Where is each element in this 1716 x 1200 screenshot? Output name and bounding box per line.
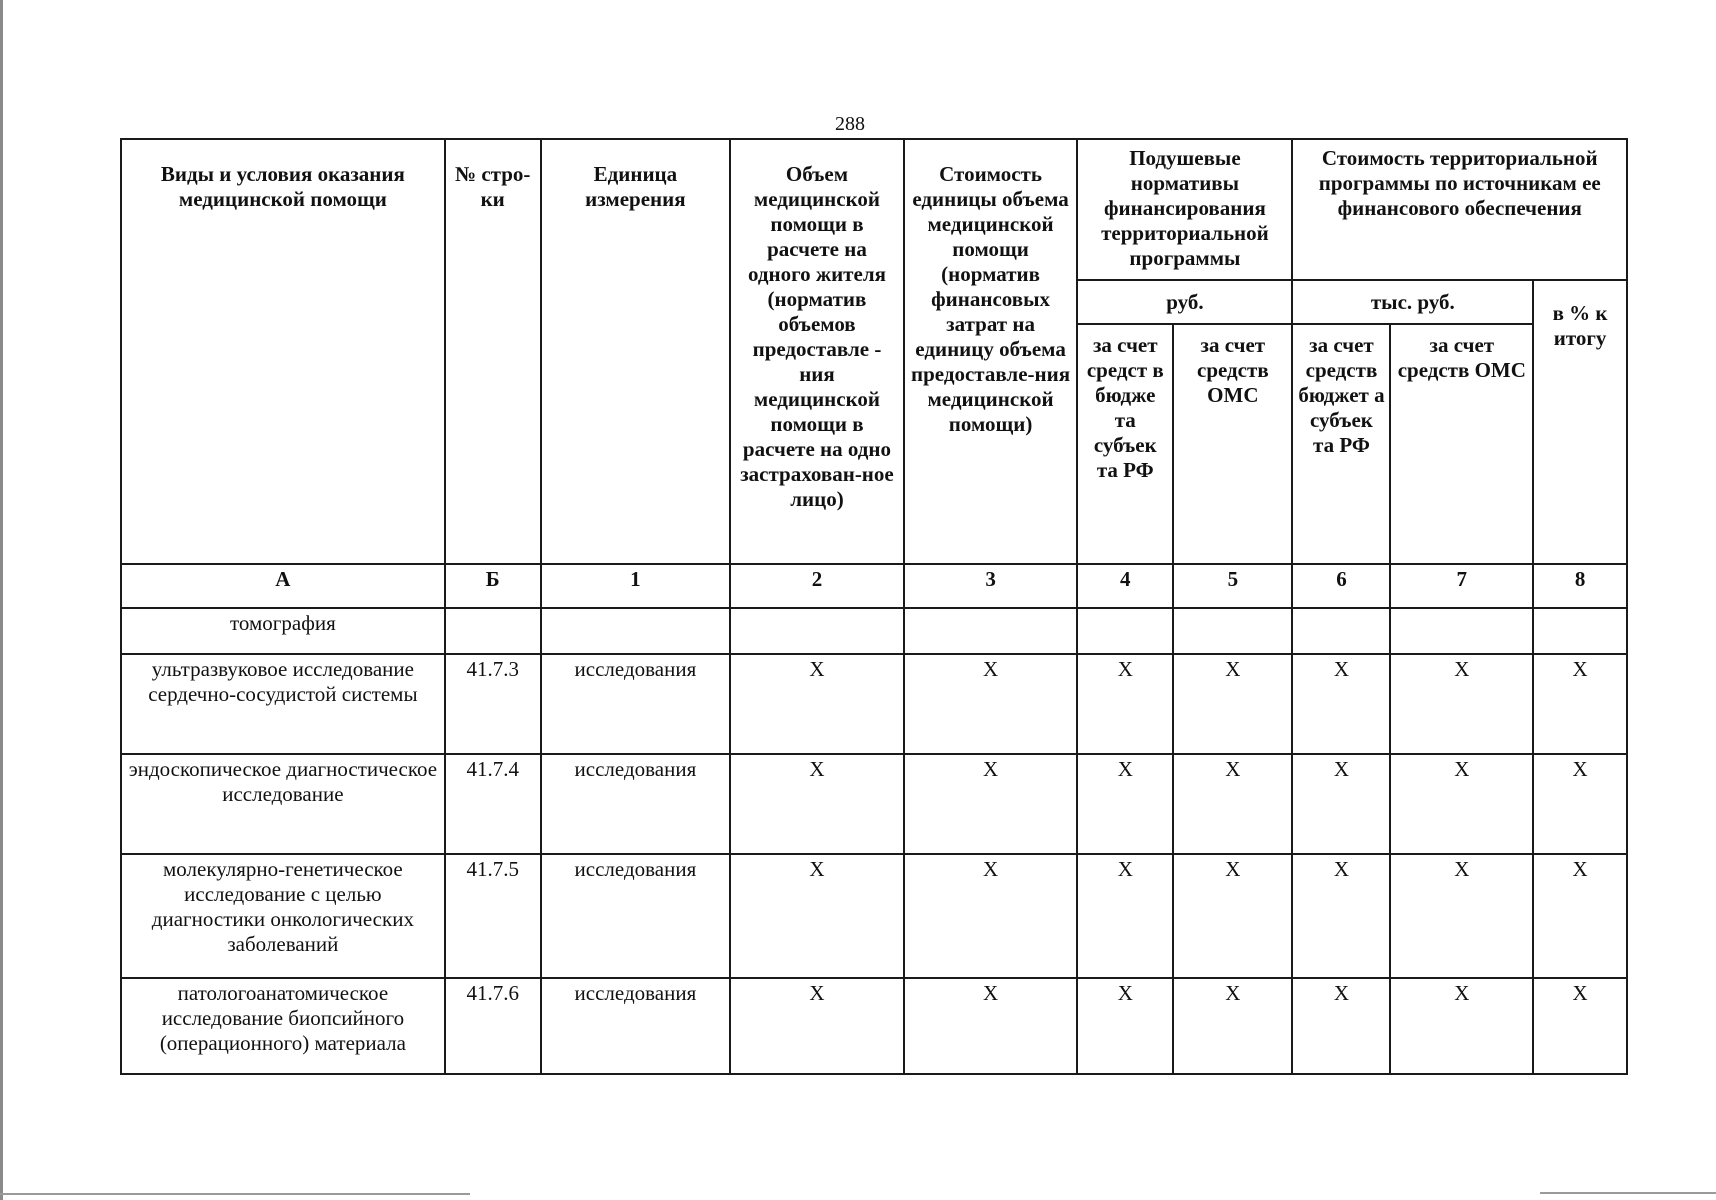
table-row — [121, 978, 1627, 1074]
row-name: ультразвуковое исследование сердечно-сосудистой системы — [121, 654, 445, 754]
page-number: 288 — [835, 113, 865, 135]
row-value-4: Х — [1077, 654, 1173, 754]
row-value-4: Х — [1077, 854, 1173, 978]
row-value-4: Х — [1077, 978, 1173, 1074]
header-unit-thousand-rub: тыс. руб. — [1292, 280, 1533, 324]
header-percent-total: в % к итогу — [1533, 280, 1627, 564]
financing-table — [120, 138, 1628, 1075]
header-line-number: № стро-ки — [445, 139, 541, 564]
row-value-3: Х — [904, 854, 1078, 978]
header-cost-budget: за счет средств бюджет а субъек та РФ — [1292, 324, 1390, 564]
header-unit-cost: Стоимость единицы объема медицинской помощи (норматив финансовых затрат на единицу объема предоставле-ния медицинской помощи) — [904, 139, 1078, 564]
table-cell-empty — [1173, 608, 1292, 654]
table-cell-empty — [1077, 608, 1173, 654]
column-number-8: 8 — [1533, 564, 1627, 608]
table-row-category — [121, 608, 1627, 654]
column-number-4: 4 — [1077, 564, 1173, 608]
row-value-7: Х — [1390, 854, 1533, 978]
column-number-6: 6 — [1292, 564, 1390, 608]
row-value-6: Х — [1292, 978, 1390, 1074]
row-unit: исследования — [541, 978, 731, 1074]
row-value-8: Х — [1533, 654, 1627, 754]
row-line-number: 41.7.6 — [445, 978, 541, 1074]
row-value-5: Х — [1173, 978, 1292, 1074]
row-value-5: Х — [1173, 654, 1292, 754]
table-row — [121, 654, 1627, 754]
row-value-5: Х — [1173, 854, 1292, 978]
header-program-cost-group: Стоимость территориальной программы по источникам ее финансового обеспечения — [1292, 139, 1627, 280]
row-value-6: Х — [1292, 654, 1390, 754]
row-line-number: 41.7.3 — [445, 654, 541, 754]
table-row — [121, 754, 1627, 854]
header-unit-rub: руб. — [1077, 280, 1292, 324]
header-unit: Единица измерения — [541, 139, 731, 564]
row-value-8: Х — [1533, 854, 1627, 978]
row-unit: исследования — [541, 854, 731, 978]
column-number-1: 1 — [541, 564, 731, 608]
row-value-6: Х — [1292, 754, 1390, 854]
table-row — [121, 854, 1627, 978]
row-value-6: Х — [1292, 854, 1390, 978]
header-type-of-care: Виды и условия оказания медицинской помощи — [121, 139, 445, 564]
row-value-2: Х — [730, 654, 904, 754]
row-name: эндоскопическое диагностическое исследование — [121, 754, 445, 854]
row-value-3: Х — [904, 754, 1078, 854]
table-cell-empty — [445, 608, 541, 654]
row-value-7: Х — [1390, 754, 1533, 854]
scan-edge-bottom-right — [1540, 1192, 1716, 1194]
row-value-8: Х — [1533, 978, 1627, 1074]
table-cell-empty — [1292, 608, 1390, 654]
row-value-2: Х — [730, 978, 904, 1074]
row-value-4: Х — [1077, 754, 1173, 854]
row-value-5: Х — [1173, 754, 1292, 854]
header-per-capita-budget: за счет средст в бюдже та субъек та РФ — [1077, 324, 1173, 564]
row-value-3: Х — [904, 654, 1078, 754]
row-value-3: Х — [904, 978, 1078, 1074]
header-volume-norm: Объем медицинской помощи в расчете на одного жителя (норматив объемов предоставле - ния медицинской помощи в расчете на одно застрахован-ное лицо) — [730, 139, 904, 564]
column-number-5: 5 — [1173, 564, 1292, 608]
header-cost-oms: за счет средств ОМС — [1390, 324, 1533, 564]
table-cell-empty — [1533, 608, 1627, 654]
column-number-3: 3 — [904, 564, 1078, 608]
row-line-number: 41.7.5 — [445, 854, 541, 978]
column-number-a: А — [121, 564, 445, 608]
table-cell-empty — [904, 608, 1078, 654]
header-per-capita-group: Подушевые нормативы финансирования территориальной программы — [1077, 139, 1292, 280]
row-value-7: Х — [1390, 978, 1533, 1074]
table-cell-empty — [1390, 608, 1533, 654]
column-number-2: 2 — [730, 564, 904, 608]
row-value-8: Х — [1533, 754, 1627, 854]
scan-edge-left — [0, 0, 3, 1200]
scan-edge-bottom — [0, 1193, 470, 1195]
row-name: молекулярно-генетическое исследование с целью диагностики онкологических заболеваний — [121, 854, 445, 978]
row-line-number: 41.7.4 — [445, 754, 541, 854]
row-value-2: Х — [730, 754, 904, 854]
table-cell-empty — [730, 608, 904, 654]
row-value-7: Х — [1390, 654, 1533, 754]
row-unit: исследования — [541, 754, 731, 854]
row-unit: исследования — [541, 654, 731, 754]
column-number-b: Б — [445, 564, 541, 608]
header-per-capita-oms: за счет средств ОМС — [1173, 324, 1292, 564]
row-value-2: Х — [730, 854, 904, 978]
row-name: патологоанатомическое исследование биопсийного (операционного) материала — [121, 978, 445, 1074]
category-label: томография — [121, 608, 445, 654]
column-number-7: 7 — [1390, 564, 1533, 608]
table-cell-empty — [541, 608, 731, 654]
